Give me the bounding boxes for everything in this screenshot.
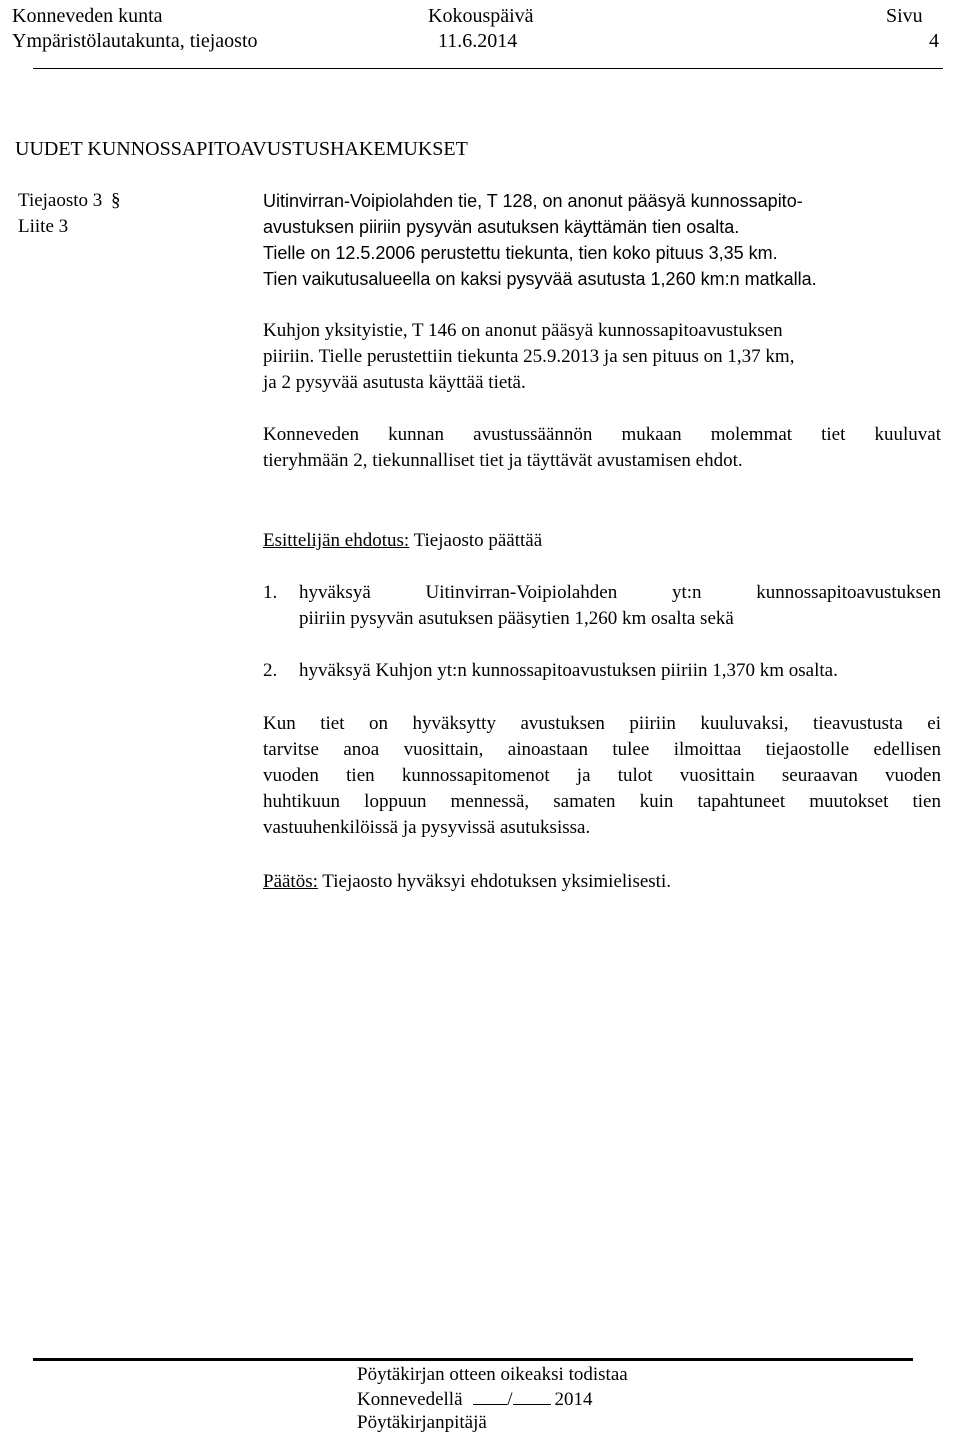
closing-paragraph [263,711,941,841]
item-1-number: 1. [263,582,278,603]
intro-line-4: Tien vaikutusalueella on kaksi pysyvää asutusta 1,260 km:n matkalla. [263,269,817,289]
decision-label: Päätös: [263,871,318,892]
rule-line-2: tieryhmään 2, tiekunnalliset tiet ja täyttävät avustamisen ehdot. [263,450,743,471]
header-page-number: 4 [929,30,939,52]
footer-place: Konnevedellä [357,1389,463,1410]
footer-rule [33,1358,913,1361]
kuhjo-line-2: piiriin. Tielle perustettiin tiekunta 25.9.2013 ja sen pituus on 1,37 km, [263,346,795,367]
header-committee: Ympäristölautakunta, tiejaosto [12,30,258,52]
footer-place-date [357,1386,593,1413]
closing-line-4: huhtikuun loppuun mennessä, samaten kuin tapahtuneet muutokset tien [263,791,941,812]
rule-paragraph [263,422,941,474]
closing-line-2: tarvitse anoa vuosittain, ainoastaan tulee ilmoittaa tiejaostolle edellisen [263,739,941,760]
side-section-label [18,188,121,214]
proposal-heading [263,528,542,554]
proposal-label: Esittelijän ehdotus: [263,530,410,551]
footer-certify: Pöytäkirjan otteen oikeaksi todistaa [357,1364,628,1385]
item-1-line-2: piiriin pysyvän asutuksen pääsytien 1,260 km osalta sekä [299,608,734,629]
item-1-line-1: hyväksyä Uitinvirran-Voipiolahden yt:n kunnossapitoavustuksen [299,582,941,603]
decision-line [263,869,671,895]
closing-line-1: Kun tiet on hyväksytty avustuksen piiriin kuuluvaksi, tieavustusta ei [263,713,941,734]
header-page-label: Sivu [886,5,923,27]
kuhjo-line-3: ja 2 pysyvää asutusta käyttää tietä. [263,372,526,393]
item-2-number: 2. [263,660,278,681]
header-org: Konneveden kunta [12,5,163,27]
header-rule [33,68,943,69]
item-2-line-1: hyväksyä Kuhjon yt:n kunnossapitoavustuksen piiriin 1,370 km osalta. [299,660,838,681]
day-blank [473,1386,507,1405]
footer-year: 2014 [554,1389,593,1410]
closing-line-3: vuoden tien kunnossapitomenot ja tulot vuosittain seuraavan vuoden [263,765,941,786]
header-date: 11.6.2014 [438,30,518,52]
footer-secretary: Pöytäkirjanpitäjä [357,1412,487,1433]
closing-line-5: vastuuhenkilöissä ja pysyvissä asutuksissa. [263,817,591,838]
section-sign: § [111,190,121,211]
intro-line-2: avustuksen piiriin pysyvän asutuksen käyttämän tien osalta. [263,217,740,237]
proposal-text: Tiejaosto päättää [409,530,543,551]
rule-line-1: Konneveden kunnan avustussäännön mukaan molemmat tiet kuuluvat [263,424,941,445]
footer-separator: / [507,1389,513,1410]
month-blank [513,1386,551,1405]
intro-line-1: Uitinvirran-Voipiolahden tie, T 128, on anonut pääsyä kunnossapito- [263,191,803,211]
section-title: UUDET KUNNOSSAPITOAVUSTUSHAKEMUKSET [15,138,468,160]
kuhjo-line-1: Kuhjon yksityistie, T 146 on anonut pääsyä kunnossapitoavustuksen [263,320,783,341]
header-date-label: Kokouspäivä [428,5,534,27]
intro-line-3: Tielle on 12.5.2006 perustettu tiekunta, tien koko pituus 3,35 km. [263,243,778,263]
side-section-text: Tiejaosto 3 [18,190,103,211]
decision-text: Tiejaosto hyväksyi ehdotuksen yksimielisesti. [317,871,671,892]
side-appendix-label: Liite 3 [18,216,69,237]
